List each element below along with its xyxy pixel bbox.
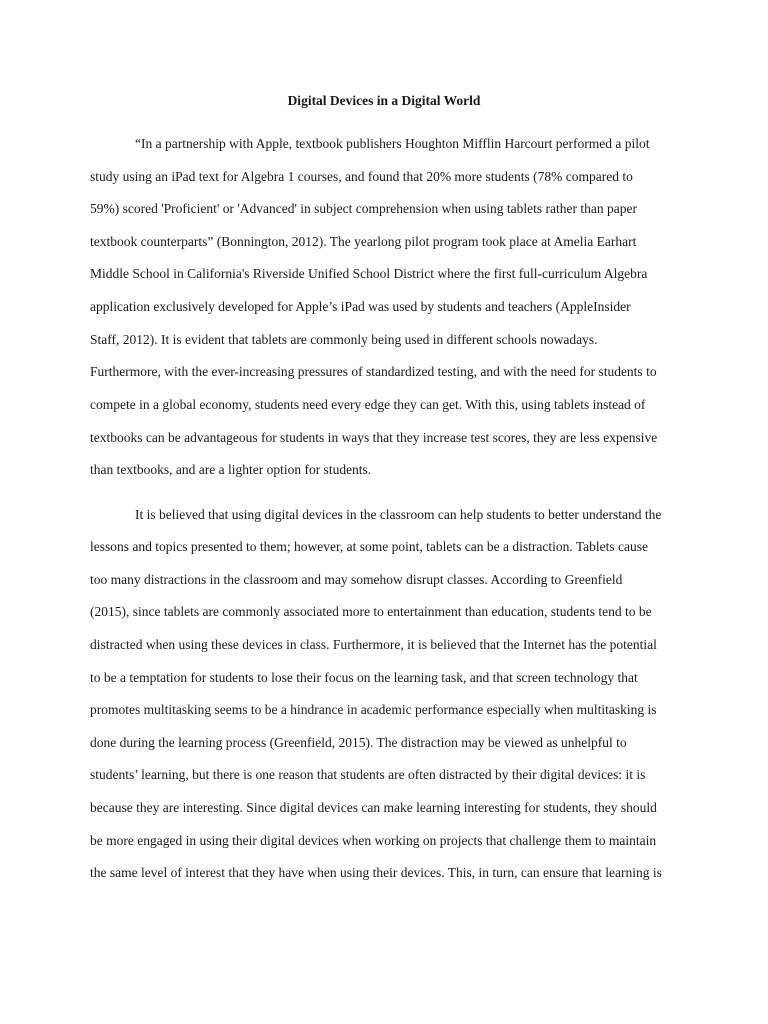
- document-title: Digital Devices in a Digital World: [287, 93, 481, 108]
- paragraph-2-line: because they are interesting. Since digital devices can make learning interesting for students, they should: [90, 800, 657, 815]
- paragraph-1-line: textbooks can be advantageous for students in ways that they increase test scores, they are less expensive: [90, 430, 658, 445]
- paragraph-1-line: than textbooks, and are a lighter option for students.: [90, 462, 372, 477]
- paragraph-1-line: Furthermore, with the ever-increasing pressures of standardized testing, and with the need for students to: [90, 364, 657, 379]
- paragraph-1-line: application exclusively developed for Apple’s iPad was used by students and teachers (AppleInsider: [90, 299, 631, 314]
- paragraph-2-line: the same level of interest that they have when using their devices. This, in turn, can ensure that learning is: [90, 865, 662, 880]
- paragraph-2-line: lessons and topics presented to them; however, at some point, tablets can be a distraction. Tablets cause: [90, 539, 648, 554]
- paragraph-2-line: It is believed that using digital devices in the classroom can help students to better understand the: [135, 507, 662, 522]
- paragraph-2-line: done during the learning process (Greenfield, 2015). The distraction may be viewed as unhelpful to: [90, 735, 627, 750]
- paragraph-1-line: textbook counterparts” (Bonnington, 2012). The yearlong pilot program took place at Amelia Earhart: [90, 234, 637, 249]
- paragraph-2-line: too many distractions in the classroom and may somehow disrupt classes. According to Greenfield: [90, 572, 623, 587]
- paragraph-1-line: Staff, 2012). It is evident that tablets are commonly being used in different schools nowadays.: [90, 332, 598, 347]
- paragraph-1-line: study using an iPad text for Algebra 1 courses, and found that 20% more students (78% compared to: [90, 169, 633, 184]
- paragraph-2-line: students’ learning, but there is one reason that students are often distracted by their digital devices: it is: [90, 767, 646, 782]
- paragraph-2-line: distracted when using these devices in class. Furthermore, it is believed that the Internet has the potential: [90, 637, 657, 652]
- paragraph-2-line: promotes multitasking seems to be a hindrance in academic performance especially when multitasking is: [90, 702, 657, 717]
- paragraph-2-line: to be a temptation for students to lose their focus on the learning task, and that screen technology that: [90, 670, 638, 685]
- paragraph-2-line: (2015), since tablets are commonly associated more to entertainment than education, students tend to be: [90, 604, 652, 619]
- paragraph-1-line: “In a partnership with Apple, textbook publishers Houghton Mifflin Harcourt performed a pilot: [135, 136, 650, 151]
- paragraph-2-line: be more engaged in using their digital devices when working on projects that challenge them to maintain: [90, 833, 657, 848]
- paragraph-1-line: 59%) scored 'Proficient' or 'Advanced' in subject comprehension when using tablets rather than paper: [90, 201, 637, 216]
- paragraph-1-line: Middle School in California's Riverside Unified School District where the first full-curriculum Algebra: [90, 266, 648, 281]
- paragraph-1-line: compete in a global economy, students need every edge they can get. With this, using tablets instead of: [90, 397, 646, 412]
